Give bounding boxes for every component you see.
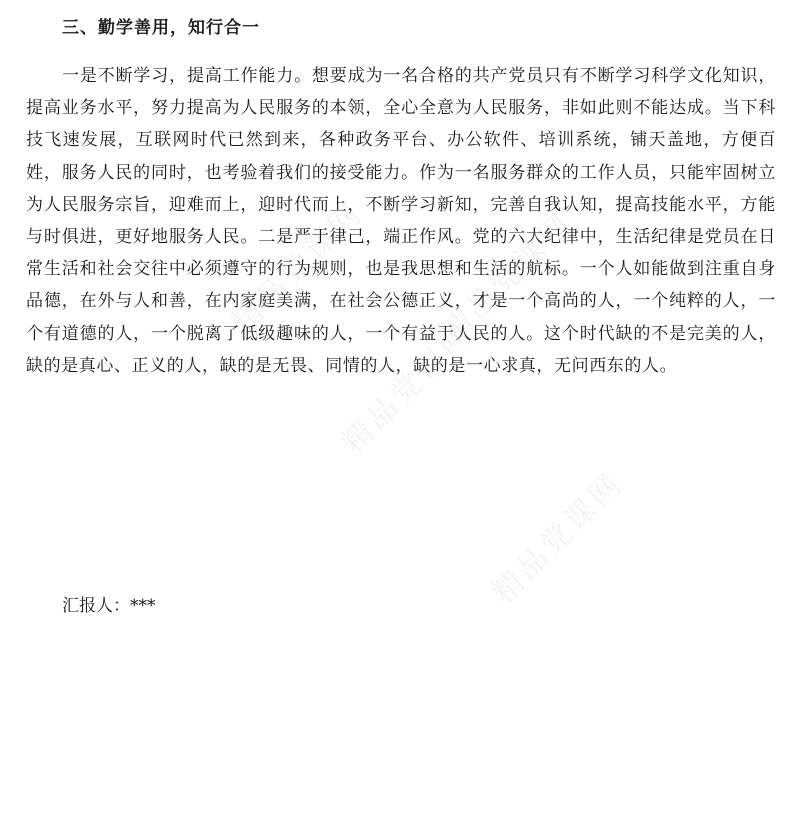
section-heading: 三、勤学善用，知行合一	[62, 18, 260, 38]
watermark: 精品党课网	[335, 315, 481, 461]
reporter-line: 汇报人：***	[62, 596, 156, 616]
body-paragraph: 一是不断学习，提高工作能力。想要成为一名合格的共产党员只有不断学习科学文化知识，提高业务水平，努力提高为人民服务的本领，全心全意为人民服务，非如此则不能达成。当下科技飞速发展，互联网时代已然到来，各种政务平台、办公软件、培训系统，铺天盖地，方便百姓，服务人民的同时，也考验着我们的接受能力。作为一名服务群众的工作人员，只能牢固树立为人民服务宗旨，迎难而上，迎时代而上，不断学习新知，完善自我认知，提高技能水平，方能与时俱进，更好地服务人民。二是严于律己，端正作风。党的六大纪律中，生活纪律是党员在日常生活和社会交往中必须遵守的行为规则，也是我思想和生活的航标。一个人如能做到注重自身品德，在外与人和善，在内家庭美满，在社会公德正义，才是一个高尚的人，一个纯粹的人，一个有道德的人，一个脱离了低级趣味的人，一个有益于人民的人。这个时代缺的不是完美的人，缺的是真心、正义的人，缺的是无畏、同情的人，缺的是一心求真，无问西东的人。	[26, 66, 776, 376]
watermark: 精品党课网	[435, 205, 581, 351]
watermark: 精品党课网	[225, 195, 371, 341]
watermark: 精品党课网	[485, 465, 631, 611]
